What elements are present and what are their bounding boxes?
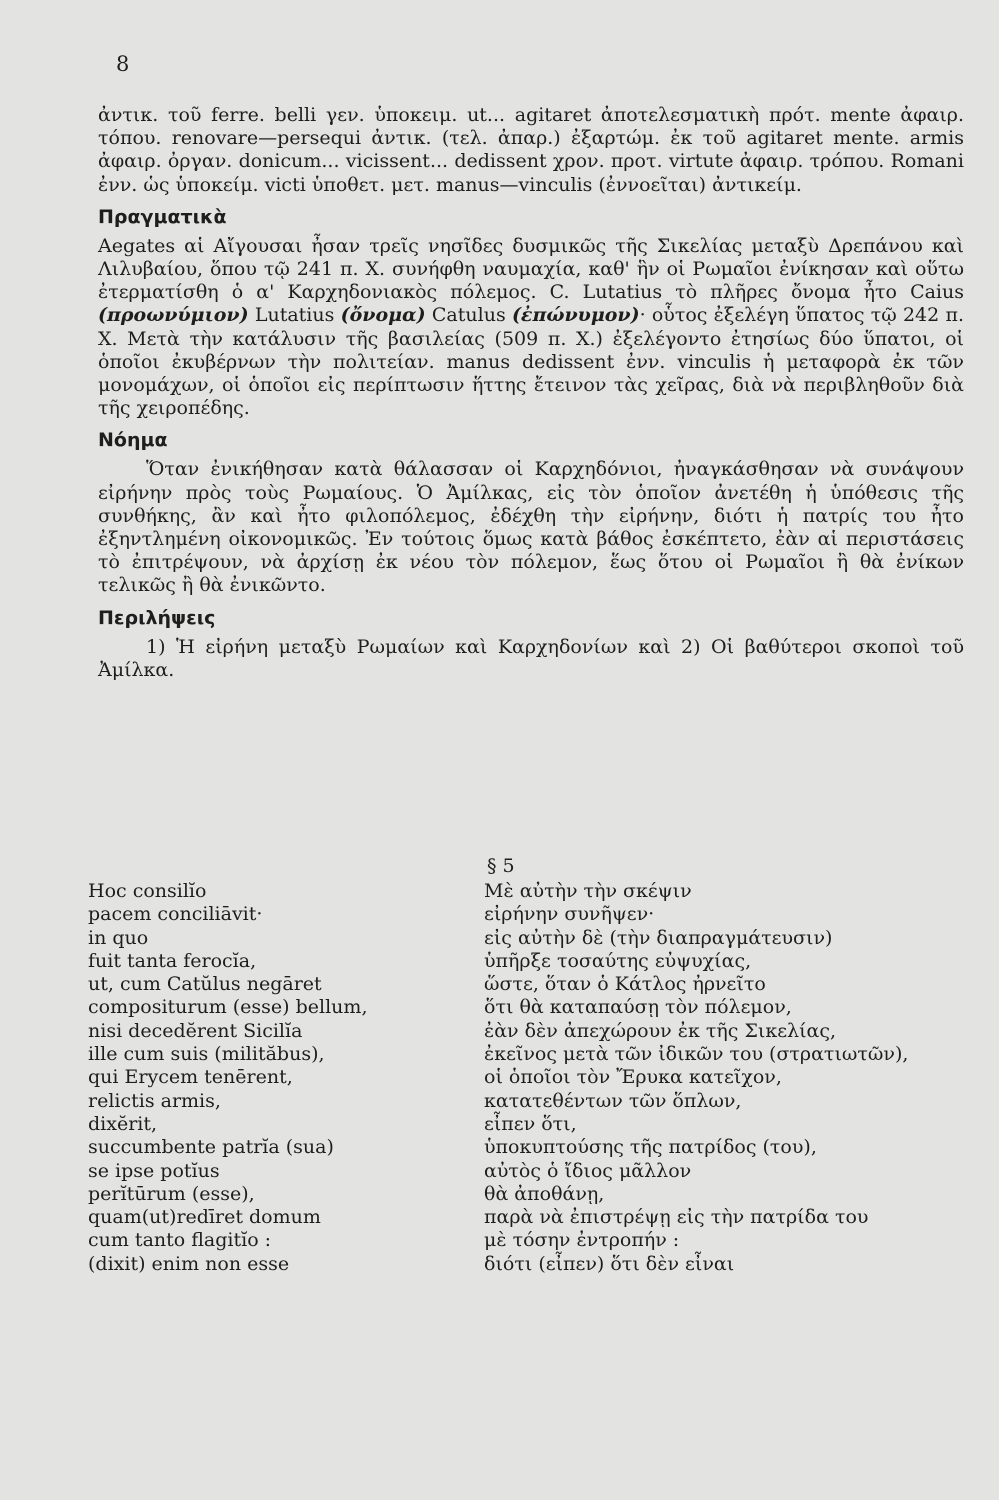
latin-line: succumbente patrĭa (sua) [88, 1136, 334, 1159]
greek-translation-column [484, 880, 964, 1276]
greek-line: ὅτι θὰ καταπαύσῃ τὸν πόλεμον, [484, 996, 792, 1019]
latin-line: Hoc consilĭo [88, 880, 207, 902]
latin-line: pacem conciliāvit· [88, 903, 263, 926]
section-mark: § 5 [487, 855, 515, 877]
heading-perilipseis: Περιλήψεις [98, 606, 216, 629]
latin-line: compositurum (esse) bellum, [88, 996, 368, 1019]
greek-line: ἐκεῖνος μετὰ τῶν ἰδικῶν του (στρατιωτῶν), [484, 1043, 909, 1066]
greek-line: οἱ ὁποῖοι τὸν Ἔρυκα κατεῖχον, [484, 1066, 782, 1089]
nomen-label: (ὄνομα) [340, 304, 426, 327]
greek-line: παρὰ νὰ ἐπιστρέψῃ εἰς τὴν πατρίδα του [484, 1206, 869, 1229]
heading-pragmatika: Πραγματικὰ [98, 205, 227, 228]
greek-line: Μὲ αὐτὴν τὴν σκέψιν [484, 880, 692, 902]
latin-line: dixĕrit, [88, 1112, 158, 1135]
latin-text-column [88, 880, 468, 1276]
latin-line: cum tanto flagitĭo : [88, 1229, 272, 1252]
greek-line: θὰ ἀποθάνῃ, [484, 1182, 605, 1205]
perilipseis-paragraph: 1) Ἡ εἰρήνη μεταξὺ Ρωμαίων καὶ Καρχηδονίων καὶ 2) Οἱ βαθύτεροι σκοποὶ τοῦ Ἀμίλκα. [98, 635, 964, 681]
pragmatika-text-4: · οὗτος ἐξελέγη ὕπατος τῷ 242 π. Χ. Μετὰ τὴν κατάλυσιν τῆς βασιλείας (509 π. Χ.) ἐξελέγοντο ἐτησίως δύο ὕπατοι, οἱ ὁποῖοι ἐκυβέρνων τὴν πολιτείαν. manus dedissent ἐνν. vinculis ἡ μεταφορὰ ἐκ τῶν μονομάχων, οἱ ὁποῖοι εἰς περίπτωσιν ἥττης ἔτεινον τὰς χεῖρας, διὰ νὰ περιβληθοῦν διὰ τῆς χειροπέδης. [98, 304, 964, 420]
latin-line: nisi decedĕrent Sicilĭa [88, 1019, 303, 1042]
praenomen-label: (προωνύμιον) [98, 304, 249, 327]
latin-line: fuit tanta ferocĭa, [88, 949, 257, 972]
pragmatika-text-3: Catulus [431, 304, 506, 327]
syntax-paragraph: ἀντικ. τοῦ ferre. belli γεν. ὑποκειμ. ut... agitaret ἀποτελεσματικὴ πρότ. mente ἀφαιρ. τόπου. renovare—persequi ἀντικ. (τελ. ἀπαρ.) ἐξαρτώμ. ἐκ τοῦ agitaret mente. armis ἀφαιρ. ὀργαν. donicum... vicissent... dedissent χρον. προτ. virtute ἀφαιρ. τρόπου. Romani ἐνν. ὡς ὑποκείμ. victi ὑποθετ. μετ. manus—vinculis (ἐννοεῖται) ἀντικείμ. [98, 104, 964, 196]
greek-line: αὐτὸς ὁ ἴδιος μᾶλλον [484, 1159, 692, 1182]
latin-line: ille cum suis (milităbus), [88, 1043, 325, 1066]
pragmatika-text-1: Aegates αἱ Αἴγουσαι ἦσαν τρεῖς νησῖδες δυσμικῶς τῆς Σικελίας μεταξὺ Δρεπάνου καὶ Λιλυβαίου, ὅπου τῷ 241 π. Χ. συνήφθη ναυμαχία, καθ' ἣν οἱ Ρωμαῖοι ἐνίκησαν καὶ οὕτω ἐτερματίσθη ὁ α' Καρχηδονιακὸς πόλεμος. C. Lutatius τὸ πλῆρες ὄνομα ἦτο Caius [98, 234, 964, 304]
greek-line: κατατεθέντων τῶν ὅπλων, [484, 1089, 742, 1112]
pragmatika-text-2: Lutatius [254, 304, 335, 327]
cognomen-label: (ἐπώνυμον) [511, 304, 640, 327]
latin-line: (dixit) enim non esse [88, 1252, 290, 1275]
greek-line: διότι (εἶπεν) ὅτι δὲν εἶναι [484, 1252, 735, 1275]
latin-line: se ipse potĭus [88, 1159, 220, 1182]
latin-line: ut, cum Catŭlus negāret [88, 973, 322, 996]
greek-line: ὥστε, ὅταν ὁ Κάτλος ἠρνεῖτο [484, 973, 766, 996]
greek-line: ἐὰν δὲν ἀπεχώρουν ἐκ τῆς Σικελίας, [484, 1019, 837, 1042]
greek-line: εἶπεν ὅτι, [484, 1112, 577, 1135]
pragmatika-paragraph [98, 235, 964, 421]
heading-noima: Νόημα [98, 429, 168, 452]
greek-line: ὑποκυπτούσης τῆς πατρίδος (του), [484, 1136, 817, 1159]
greek-line: μὲ τόσην ἐντροπήν : [484, 1229, 680, 1252]
noima-paragraph: Ὅταν ἐνικήθησαν κατὰ θάλασσαν οἱ Καρχηδόνιοι, ἠναγκάσθησαν νὰ συνάψουν εἰρήνην πρὸς τοὺς Ρωμαίους. Ὁ Ἀμίλκας, εἰς τὸν ὁποῖον ἀνετέθη ἡ ὑπόθεσις τῆς συνθήκης, ἂν καὶ ἦτο φιλοπόλεμος, ἐδέχθη τὴν εἰρήνην, διότι ἡ πατρίς του ἦτο ἐξηντλημένη οἰκονομικῶς. Ἐν τούτοις ὅμως κατὰ βάθος ἐσκέπτετο, ἐὰν αἱ περιστάσεις τὸ ἐπιτρέψουν, νὰ ἀρχίσῃ ἐκ νέου τὸν πόλεμον, ἕως ὅτου οἱ Ρωμαῖοι ἢ θὰ ἐνίκων τελικῶς ἢ θὰ ἐνικῶντο. [98, 458, 964, 597]
latin-line: perĭtūrum (esse), [88, 1182, 255, 1205]
greek-line: εἰρήνην συνῆψεν· [484, 903, 655, 926]
latin-line: quam(ut)redīret domum [88, 1206, 321, 1229]
commentary-block [98, 104, 964, 682]
greek-line: ὑπῆρξε τοσαύτης εὐψυχίας, [484, 949, 752, 972]
latin-line: relictis armis, [88, 1089, 221, 1112]
latin-line: qui Erycem tenērent, [88, 1066, 293, 1089]
greek-line: εἰς αὐτὴν δὲ (τὴν διαπραγμάτευσιν) [484, 926, 833, 949]
latin-line: in quo [88, 926, 149, 949]
page-number: 8 [116, 52, 130, 76]
